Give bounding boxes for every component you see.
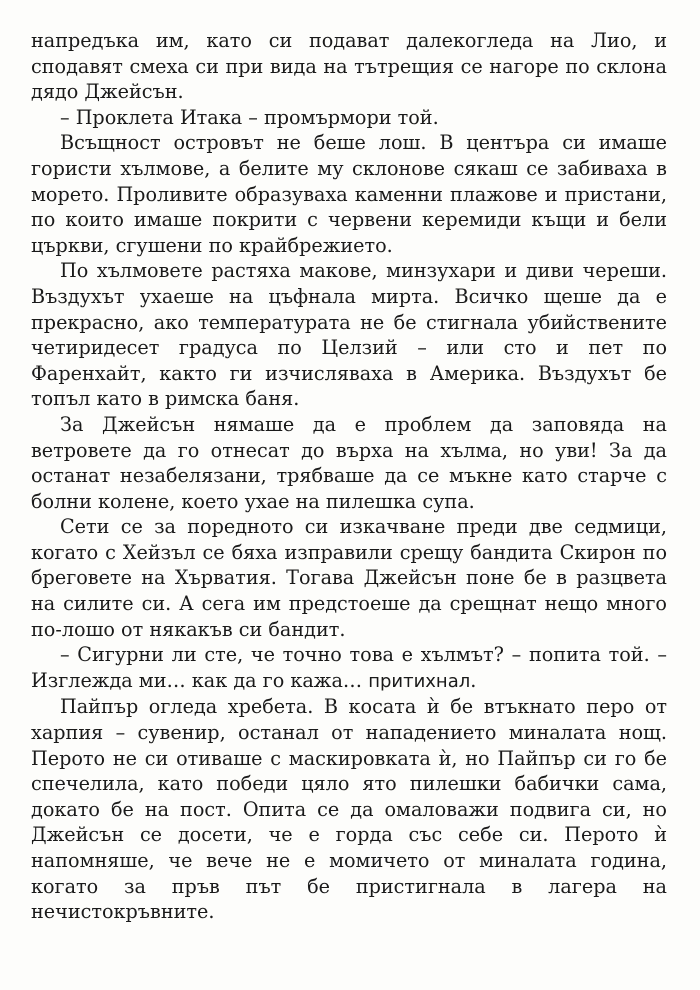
paragraph-winds: За Джейсън нямаше да е проблем да заповяда на ветровете да го отнесат до върха на хълма, но уви! За да останат незабелязани, трябваше да се мъкне като старче с болни колене, което ухае на пилешка супа. [31, 412, 667, 513]
paragraph-continuation: напредъка им, като си подават далекогледа на Лио, и сподавят смеха си при вида на тътрещия се нагоре по склона дядо Джейсън. [31, 29, 667, 104]
book-page [31, 28, 667, 968]
paragraph-island: Всъщност островът не беше лош. В центъра си имаше гористи хълмове, а белите му склонове сякаш се забиваха в морето. Проливите образуваха каменни плажове и пристани, по които имаше покрити с червени керемиди къщи и бели църкви, сгушени по крайбрежието. [31, 131, 667, 257]
dialogue-emphasis: притихнал [368, 670, 471, 692]
paragraph-dialogue-ithaca: – Проклета Итака – промърмори той. [60, 105, 439, 129]
paragraph-piper: Пайпър огледа хребета. В косата ѝ бе втъкнато перо от харпия – сувенир, останал от нападението миналата нощ. Перото не си отиваше с маскировката ѝ, но Пайпър си го бе спечелила, като победи цяло ято пилешки бабички сама, докато бе на пост. Опита се да омаловажи подвига си, но Джейсън се досети, че е горда със себе си. Перото ѝ напомняше, че вече не е момичето от миналата година, когато за пръв път бе пристигнала в лагера на нечистокръвните. [31, 695, 667, 924]
paragraph-hills: По хълмовете растяха макове, минзухари и диви череши. Въздухът ухаеше на цъфнала мирта. Всичко щеше да е прекрасно, ако температурата не бе стигнала убийствените четиридесет градуса по Целзий – или сто и пет по Фаренхайт, както ги изчисляваха в Америка. Въздухът бе топъл като в римска баня. [31, 259, 667, 411]
dialogue-text: – Сигурни ли сте, че точно това е хълмът? – попита той. – Изглежда ми… как да го кажа… [31, 643, 667, 692]
paragraph-dialogue-hill: – Сигурни ли сте, че точно това е хълмът? – попита той. – Изглежда ми… как да го кажа… притихнал. [31, 643, 667, 692]
paragraph-memory: Сети се за поредното си изкачване преди две седмици, когато с Хейзъл се бяха изправили срещу бандита Скирон по бреговете на Хърватия. Тогава Джейсън поне бе в разцвета на силите си. А сега им предстоеше да срещнат нещо много по-лошо от някакъв си бандит. [31, 515, 667, 641]
